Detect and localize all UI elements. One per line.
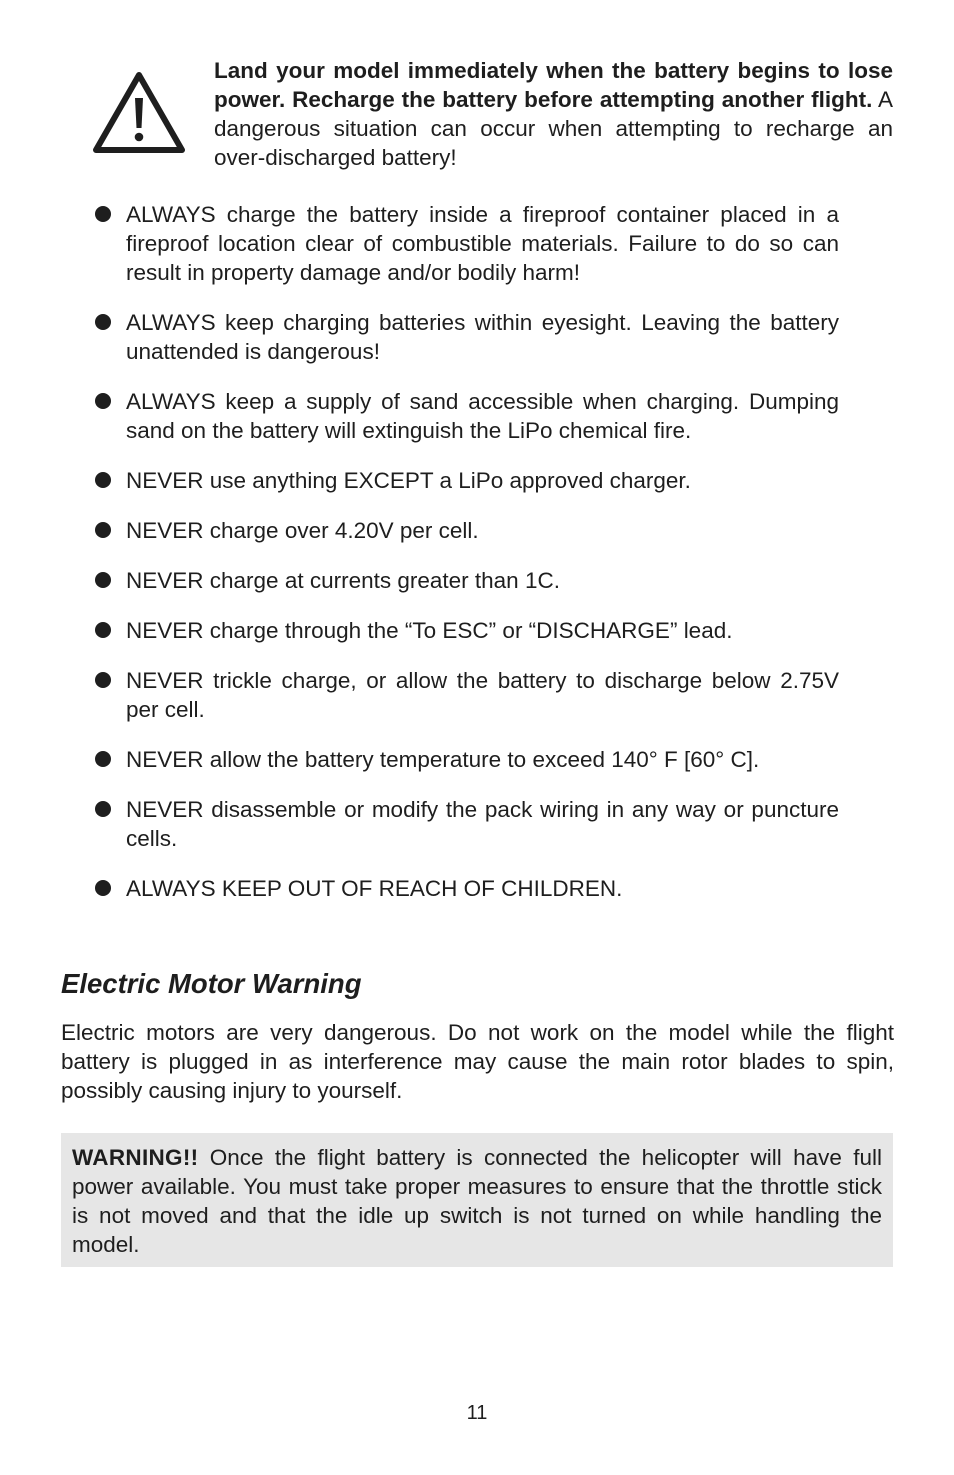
bullet-dot-icon [95, 672, 111, 688]
section-heading: Electric Motor Warning [61, 968, 362, 999]
bullet-dot-icon [95, 522, 111, 538]
safety-rule-item [94, 466, 839, 495]
safety-rule-item [94, 616, 839, 645]
safety-rule-item [94, 516, 839, 545]
bullet-dot-icon [95, 393, 111, 409]
safety-rule-text: NEVER disassemble or modify the pack wiring in any way or puncture cells. [126, 797, 839, 851]
safety-rule-text: ALWAYS charge the battery inside a fireproof container placed in a fireproof location clear of combustible materials. Failure to do so can result in property damage and/or bodily harm! [126, 202, 839, 285]
safety-rule-text: NEVER use anything EXCEPT a LiPo approved charger. [126, 468, 691, 493]
section-body: Electric motors are very dangerous. Do not work on the model while the flight battery is plugged in as interference may cause the main rotor blades to spin, possibly causing injury to yourself. [61, 1020, 894, 1103]
safety-rule-item [94, 387, 839, 445]
bullet-dot-icon [95, 572, 111, 588]
warning-triangle-icon [92, 70, 186, 154]
bullet-dot-icon [95, 751, 111, 767]
safety-rule-item [94, 745, 839, 774]
bullet-dot-icon [95, 801, 111, 817]
callout-text [72, 1143, 882, 1259]
safety-rule-item [94, 795, 839, 853]
bullet-dot-icon [95, 622, 111, 638]
safety-rule-item [94, 666, 839, 724]
safety-rule-text: NEVER charge over 4.20V per cell. [126, 518, 479, 543]
bullet-dot-icon [95, 880, 111, 896]
safety-rule-text: ALWAYS keep a supply of sand accessible when charging. Dumping sand on the battery will extinguish the LiPo chemical fire. [126, 389, 839, 443]
callout-body: Once the flight battery is connected the helicopter will have full power available. You must take proper measures to ensure that the throttle stick is not moved and that the idle up switch is not turned on while handling the model. [72, 1145, 882, 1257]
page-number: 11 [466, 1402, 488, 1424]
safety-rule-text: NEVER charge through the “To ESC” or “DISCHARGE” lead. [126, 618, 733, 643]
lipo-warning-plain-text: A dangerous situation can occur when attempting to recharge an over-discharged battery! [214, 87, 893, 170]
bullet-dot-icon [95, 206, 111, 222]
safety-rule-item [94, 200, 839, 287]
lipo-warning-bold-text: Land your model immediately when the battery begins to lose power. Recharge the battery before attempting another flight. [214, 58, 893, 112]
bullet-dot-icon [95, 314, 111, 330]
safety-rule-text: NEVER allow the battery temperature to exceed 140° F [60° C]. [126, 747, 760, 772]
warning-callout [61, 1133, 893, 1267]
bullet-dot-icon [95, 472, 111, 488]
callout-label: WARNING!! [72, 1145, 199, 1170]
safety-rule-item [94, 566, 839, 595]
safety-rule-text: NEVER charge at currents greater than 1C. [126, 568, 560, 593]
lipo-warning-text [214, 56, 893, 172]
safety-rule-item [94, 308, 839, 366]
safety-rule-item [94, 874, 839, 903]
safety-rule-text: NEVER trickle charge, or allow the battery to discharge below 2.75V per cell. [126, 668, 839, 722]
safety-rule-text: ALWAYS KEEP OUT OF REACH OF CHILDREN. [126, 876, 623, 901]
safety-rules-list [94, 200, 839, 924]
safety-rule-text: ALWAYS keep charging batteries within eyesight. Leaving the battery unattended is dangerous! [126, 310, 839, 364]
